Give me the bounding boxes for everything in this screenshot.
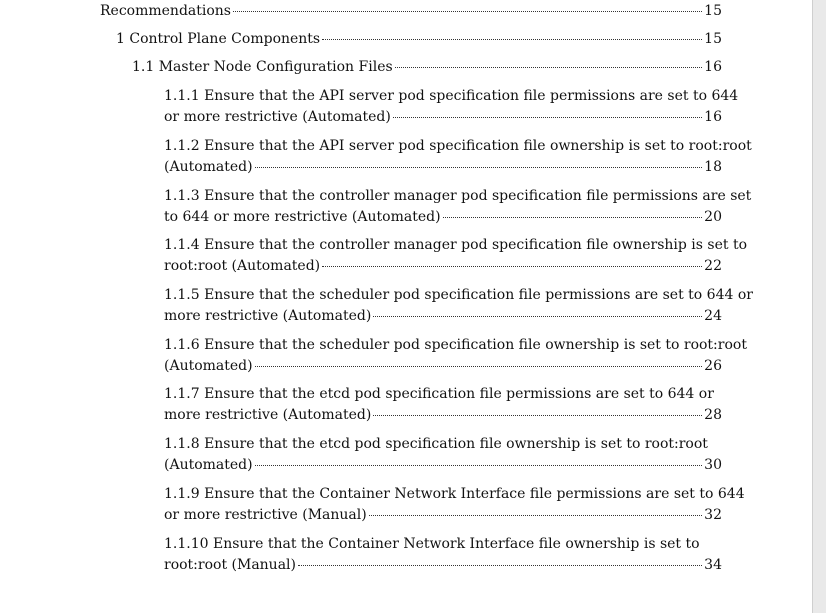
toc-entry-title-line2: more restrictive (Automated)	[164, 308, 372, 324]
toc-leader-dots	[322, 38, 702, 40]
toc-leader-dots	[255, 464, 703, 466]
toc-entry-title: 1 Control Plane Components	[116, 31, 321, 47]
toc-entry-title: Recommendations	[100, 3, 231, 19]
toc-entry-title-line1: 1.1.1 Ensure that the API server pod specification file permissions are set to 644	[164, 88, 739, 104]
toc-entry-title: 1.1 Master Node Configuration Files	[132, 59, 393, 75]
toc-entry-title-line2: or more restrictive (Automated)	[164, 109, 391, 125]
toc-entry-title-line2: root:root (Manual)	[164, 557, 296, 573]
toc-leader-dots	[443, 216, 703, 218]
toc-entry-title-line1: 1.1.8 Ensure that the etcd pod specification file ownership is set to root:root	[164, 436, 708, 452]
toc-entry-1-1-10[interactable]	[164, 534, 722, 576]
toc-entry-title-line2: root:root (Automated)	[164, 258, 321, 274]
toc-entry-1-1-5[interactable]	[164, 285, 753, 327]
toc-leader-dots	[298, 564, 702, 566]
toc-entry-title-line1: 1.1.10 Ensure that the Container Network Interface file ownership is set to	[164, 536, 700, 552]
toc-leader-dots	[395, 66, 703, 68]
toc-entry-1-1-9[interactable]	[164, 484, 745, 526]
toc-entry-1-1-4[interactable]	[164, 235, 748, 277]
toc-entry-title-line1: 1.1.5 Ensure that the scheduler pod specification file permissions are set to 644 or	[164, 287, 753, 303]
toc-page-number: 16	[704, 109, 722, 125]
toc-entry-recommendations[interactable]	[100, 1, 722, 22]
toc-leader-dots	[233, 10, 702, 12]
toc-leader-dots	[255, 365, 703, 367]
toc-page-number: 20	[704, 209, 722, 225]
toc-entry-title-line1: 1.1.7 Ensure that the etcd pod specification file permissions are set to 644 or	[164, 386, 714, 402]
toc-page-number: 24	[704, 308, 722, 324]
toc-leader-dots	[393, 116, 702, 118]
toc-entry-1-1-3[interactable]	[164, 186, 752, 228]
toc-entry-1-1-2[interactable]	[164, 136, 752, 178]
toc-entry-title-line2: (Automated)	[164, 159, 253, 175]
toc-leader-dots	[369, 514, 702, 516]
toc-leader-dots	[322, 265, 702, 267]
toc-page-number: 22	[704, 258, 722, 274]
viewer-scrollbar[interactable]	[813, 0, 826, 613]
toc-entry-title-line2: more restrictive (Automated)	[164, 407, 372, 423]
toc-entry-title-line2: or more restrictive (Manual)	[164, 507, 367, 523]
toc-page-number: 15	[704, 3, 722, 19]
toc-leader-dots	[373, 315, 702, 317]
toc-entry-1-1-1[interactable]	[164, 86, 739, 128]
toc-entry-title-line1: 1.1.6 Ensure that the scheduler pod specification file ownership is set to root:root	[164, 337, 747, 353]
toc-entry-1-1-7[interactable]	[164, 384, 722, 426]
toc-entry-master-node-files[interactable]	[132, 57, 722, 78]
toc-page-number: 34	[704, 557, 722, 573]
toc-page-number: 28	[704, 407, 722, 423]
toc-entry-title-line1: 1.1.4 Ensure that the controller manager pod specification file ownership is set to	[164, 237, 748, 253]
toc-entry-1-1-8[interactable]	[164, 434, 722, 476]
toc-entry-title-line2: to 644 or more restrictive (Automated)	[164, 209, 441, 225]
toc-page-number: 15	[704, 31, 722, 47]
toc-entry-title-line2: (Automated)	[164, 457, 253, 473]
toc-entry-control-plane[interactable]	[116, 29, 722, 50]
toc-entry-title-line2: (Automated)	[164, 358, 253, 374]
toc-page-number: 32	[704, 507, 722, 523]
toc-entry-title-line1: 1.1.9 Ensure that the Container Network Interface file permissions are set to 644	[164, 486, 745, 502]
toc-page-number: 18	[704, 159, 722, 175]
toc-leader-dots	[255, 166, 703, 168]
toc-page-number: 30	[704, 457, 722, 473]
toc-page-number: 16	[704, 59, 722, 75]
toc-page-number: 26	[704, 358, 722, 374]
toc-entry-title-line1: 1.1.2 Ensure that the API server pod specification file ownership is set to root:root	[164, 138, 752, 154]
toc-entry-title-line1: 1.1.3 Ensure that the controller manager pod specification file permissions are set	[164, 188, 752, 204]
toc-leader-dots	[373, 414, 702, 416]
toc-entry-1-1-6[interactable]	[164, 335, 747, 377]
